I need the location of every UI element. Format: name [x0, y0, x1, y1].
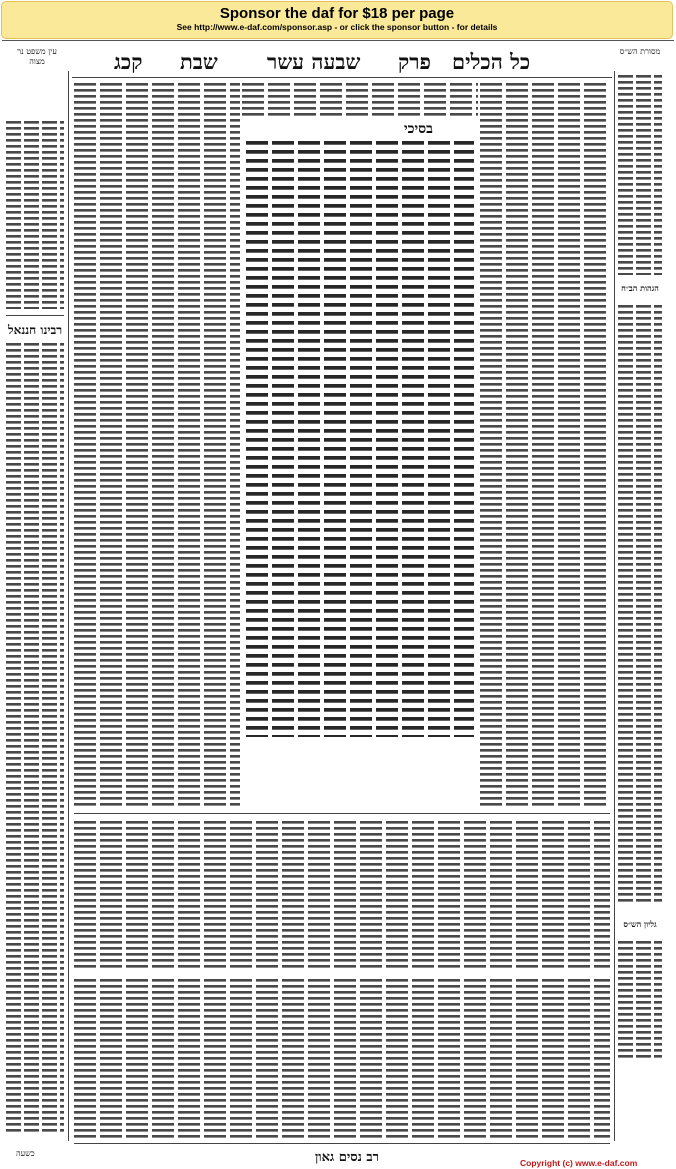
rabbeinu-chananel-text — [6, 343, 64, 1133]
left-margin-rule — [68, 71, 69, 1141]
tosafot-column — [74, 83, 240, 809]
commentary-top-strip — [242, 83, 478, 117]
header-number: שבעה עשר — [267, 49, 361, 74]
main-text-opening-word: בסיכי — [404, 121, 433, 137]
header-tractate: שבת — [180, 49, 218, 74]
sponsor-title: Sponsor the daf for $18 per page — [219, 5, 455, 22]
hagahos-habach-text — [618, 305, 662, 905]
header-rule — [72, 77, 612, 78]
mesoras-hashas-label: מסורת הש״ס — [619, 47, 661, 56]
lower-section-rule — [74, 813, 610, 814]
gemara-main-text-continued — [246, 645, 474, 737]
gilyon-hashas-label: גליון הש״ס — [623, 919, 657, 929]
footer-catchword: כשעה — [16, 1149, 35, 1158]
rashi-column — [480, 83, 610, 809]
header-perek: פרק — [398, 49, 431, 74]
ein-mishpat-divider — [6, 315, 64, 316]
copyright-notice: Copyright (c) www.e-daf.com — [520, 1158, 638, 1168]
rabbeinu-chananel-label: רבינו חננאל — [8, 323, 63, 337]
header-chapter: כל הכלים — [452, 49, 531, 74]
hagahos-habach-label: הגהות הב״ח — [621, 283, 659, 293]
lower-commentary-upper — [74, 821, 610, 971]
ein-mishpat-label: עין משפט נר מצוה — [17, 47, 57, 66]
gemara-main-text — [246, 141, 474, 641]
sponsor-banner[interactable] — [1, 1, 673, 39]
gilyon-hashas-text — [618, 941, 662, 1061]
sponsor-subtitle: See http://www.e-daf.com/sponsor.asp - or click the sponsor button - for details — [176, 22, 498, 32]
footer-rule — [74, 1143, 610, 1144]
footer-rav-nissim-gaon: רב נסים גאון — [314, 1150, 380, 1165]
mesoras-hashas-text — [618, 75, 662, 275]
right-margin-rule — [614, 71, 615, 1141]
lower-commentary-lower — [74, 979, 610, 1139]
header-folio: קכג — [114, 49, 143, 74]
ein-mishpat-text — [6, 121, 64, 309]
